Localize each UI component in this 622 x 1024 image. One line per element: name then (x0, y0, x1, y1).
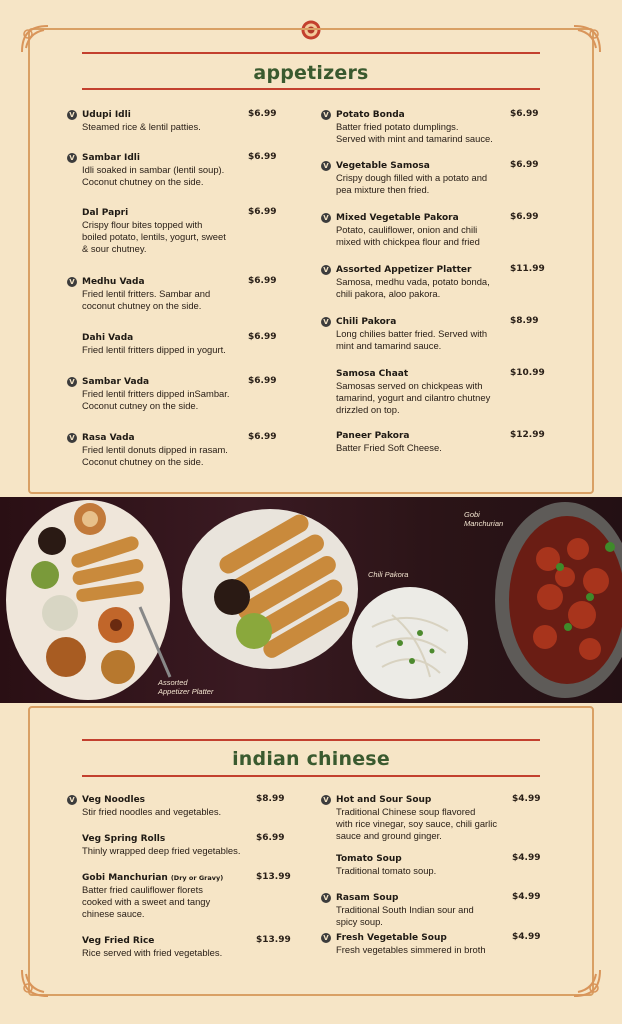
menu-item-name: Dahi Vada (82, 333, 134, 343)
menu-item-description: spicy soup. (336, 916, 383, 927)
vegetarian-icon: V (321, 317, 331, 327)
menu-item-description: chili pakora, aloo pakora. (336, 288, 441, 299)
onion-salad-photo (352, 587, 468, 699)
menu-item-description: Traditional Chinese soup flavored (336, 806, 476, 817)
menu-item-name: Samosa Chaat (336, 369, 409, 379)
food-photos (0, 497, 622, 703)
ornament-corner-icon (570, 22, 604, 56)
vegetarian-icon: V (67, 795, 77, 805)
menu-item (82, 833, 292, 857)
menu-item-name: Tomato Soup (336, 854, 402, 864)
menu-item-price: $13.99 (256, 872, 291, 882)
menu-item-name: Sambar Idli (82, 153, 140, 163)
menu-item-price: $11.99 (510, 264, 545, 274)
menu-item-name: Medhu Vada (82, 277, 145, 287)
menu-item-name: Udupi Idli (82, 110, 131, 120)
menu-item-price: $4.99 (512, 794, 541, 804)
menu-item-price: $4.99 (512, 853, 541, 863)
menu-item-description: tamarind, yogurt and cilantro chutney (336, 392, 491, 403)
caption-gobi-manchurian: Gobi Manchurian (464, 510, 504, 528)
menu-item-description: drizzled on top. (336, 404, 400, 415)
menu-item-description: Idli soaked in sambar (lentil soup). (82, 164, 225, 175)
menu-item-description: Crispy dough filled with a potato and (336, 172, 488, 183)
vegetarian-icon: V (67, 433, 77, 443)
menu-item-name: Mixed Vegetable Pakora (336, 213, 459, 223)
menu-item-name: Veg Noodles (82, 795, 146, 805)
menu-item-description: Batter Fried Soft Cheese. (336, 442, 442, 453)
menu-item-price: $6.99 (248, 152, 277, 162)
menu-item-description: Served with mint and tamarind sauce. (336, 133, 493, 144)
caption-chili-pakora: Chili Pakora (368, 570, 409, 579)
ornament-corner-icon (18, 966, 52, 1000)
menu-item (323, 794, 546, 842)
vegetarian-icon: V (321, 161, 331, 171)
menu-item-name: Assorted Appetizer Platter (336, 265, 472, 275)
menu-item (69, 276, 292, 312)
menu-item-description: Rice served with fried vegetables. (82, 947, 223, 958)
menu-item-description: coconut chutney on the side. (82, 300, 202, 311)
menu-item-description: Coconut chutney on the side. (82, 176, 204, 187)
vegetarian-icon: V (321, 110, 331, 120)
menu-item-name: Dal Papri (82, 208, 129, 218)
menu-item (323, 109, 546, 145)
menu-item-price: $6.99 (510, 160, 539, 170)
menu-item-name: Vegetable Samosa (336, 161, 430, 171)
menu-item (336, 430, 546, 454)
menu-item (82, 207, 292, 255)
menu-item-description: & sour chutney. (82, 243, 147, 254)
heading-rule (82, 739, 540, 741)
menu-item (323, 160, 546, 196)
ornament-corner-icon (570, 966, 604, 1000)
menu-item-description: Batter fried potato dumplings. (336, 121, 459, 132)
menu-item (69, 109, 292, 133)
section-title-appetizers: appetizers (253, 62, 369, 84)
menu-item-name: Veg Spring Rolls (82, 834, 166, 844)
menu-item-description: Steamed rice & lentil patties. (82, 121, 201, 132)
menu-item-price: $4.99 (512, 892, 541, 902)
menu-item (323, 932, 546, 956)
menu-item-price: $12.99 (510, 430, 545, 440)
menu-item-description: Samosas served on chickpeas with (336, 380, 483, 391)
menu-item-option: (Dry or Gravy) (170, 874, 224, 882)
menu-item (323, 212, 546, 248)
menu-item-price: $6.99 (248, 207, 277, 217)
menu-item-price: $8.99 (510, 316, 539, 326)
menu-item-price: $6.99 (248, 109, 277, 119)
menu-item-description: Crispy flour bites topped with (82, 219, 203, 230)
vegetarian-icon: V (321, 795, 331, 805)
menu-item (82, 332, 292, 356)
menu-item-name: Veg Fried Rice (82, 936, 155, 946)
menu-item-description: with rice vinegar, soy sauce, chili garlic (336, 818, 498, 829)
menu-item-description: pea mixture then fried. (336, 184, 430, 195)
ornament-corner-icon (18, 22, 52, 56)
menu-item (336, 368, 546, 416)
gobi-manchurian-photo (495, 502, 622, 698)
menu-item-name: Rasa Vada (82, 433, 135, 443)
menu-item-price: $6.99 (510, 109, 539, 119)
menu-item (69, 152, 292, 188)
menu-item (69, 432, 292, 468)
heading-rule (82, 775, 540, 777)
menu-item-description: cooked with a sweet and tangy (82, 896, 211, 907)
menu-item-description: Fried lentil fritters dipped in yogurt. (82, 344, 226, 355)
menu-item-name: Chili Pakora (336, 317, 397, 327)
vegetarian-icon: V (321, 265, 331, 275)
chili-pakora-photo (182, 509, 358, 669)
menu-item-description: sauce and ground ginger. (336, 830, 442, 841)
menu-item (323, 264, 546, 300)
menu-item-description: Fried lentil donuts dipped in rasam. (82, 444, 228, 455)
menu-item (82, 935, 292, 959)
menu-item-price: $6.99 (248, 376, 277, 386)
menu-item (69, 376, 292, 412)
food-photo-band (0, 497, 622, 703)
menu-item-description: Coconut cutney on the side. (82, 400, 199, 411)
menu-item-price: $6.99 (248, 432, 277, 442)
appetizers-panel (28, 28, 594, 494)
menu-item-description: Traditional South Indian sour and (336, 904, 474, 915)
heading-rule (82, 52, 540, 54)
menu-item-description: Long chilies batter fried. Served with (336, 328, 488, 339)
menu-item-price: $6.99 (248, 332, 277, 342)
heading-rule (82, 88, 540, 90)
vegetarian-icon: V (67, 153, 77, 163)
menu-item-name: Fresh Vegetable Soup (336, 933, 447, 943)
menu-item-price: $13.99 (256, 935, 291, 945)
menu-item-description: Stir fried noodles and vegetables. (82, 806, 222, 817)
menu-item-name: Gobi Manchurian (82, 873, 168, 883)
menu-item (69, 794, 292, 818)
menu-item-description: Fried lentil fritters. Sambar and (82, 288, 211, 299)
vegetarian-icon: V (321, 213, 331, 223)
menu-item-name: Potato Bonda (336, 110, 405, 120)
menu-item-description: Coconut chutney on the side. (82, 456, 204, 467)
menu-item-name: Hot and Sour Soup (336, 795, 432, 805)
menu-item-description: Fried lentil fritters dipped inSambar. (82, 388, 230, 399)
menu-item-description: Potato, cauliflower, onion and chili (336, 224, 478, 235)
vegetarian-icon: V (321, 893, 331, 903)
menu-item-description: mixed with chickpea flour and fried (336, 236, 480, 247)
menu-item (82, 872, 292, 920)
caption-platter: Assorted Appetizer Platter (158, 678, 214, 696)
menu-item (323, 316, 546, 352)
menu-item-price: $10.99 (510, 368, 545, 378)
vegetarian-icon: V (67, 277, 77, 287)
menu-item-description: boiled potato, lentils, yogurt, sweet (82, 231, 226, 242)
menu-item (323, 892, 546, 928)
menu-item-description: Batter fried cauliflower florets (82, 884, 203, 895)
vegetarian-icon: V (321, 933, 331, 943)
menu-item (336, 853, 546, 877)
vegetarian-icon: V (67, 377, 77, 387)
menu-item-price: $6.99 (510, 212, 539, 222)
menu-item-name: Rasam Soup (336, 893, 399, 903)
menu-item-description: Traditional tomato soup. (336, 865, 437, 876)
menu-item-description: Thinly wrapped deep fried vegetables. (82, 845, 241, 856)
menu-item-description: Samosa, medhu vada, potato bonda, (336, 276, 490, 287)
menu-item-description: mint and tamarind sauce. (336, 340, 442, 351)
menu-item-description: Fresh vegetables simmered in broth (336, 944, 486, 955)
menu-item-price: $8.99 (256, 794, 285, 804)
section-title-indian-chinese: indian chinese (232, 748, 390, 770)
menu-item-name: Sambar Vada (82, 377, 150, 387)
vegetarian-icon: V (67, 110, 77, 120)
menu-item-description: chinese sauce. (82, 908, 145, 919)
menu-item-price: $6.99 (248, 276, 277, 286)
menu-item-price: $6.99 (256, 833, 285, 843)
appetizer-platter-photo (6, 500, 170, 700)
menu-item-price: $4.99 (512, 932, 541, 942)
menu-item-name: Paneer Pakora (336, 431, 410, 441)
